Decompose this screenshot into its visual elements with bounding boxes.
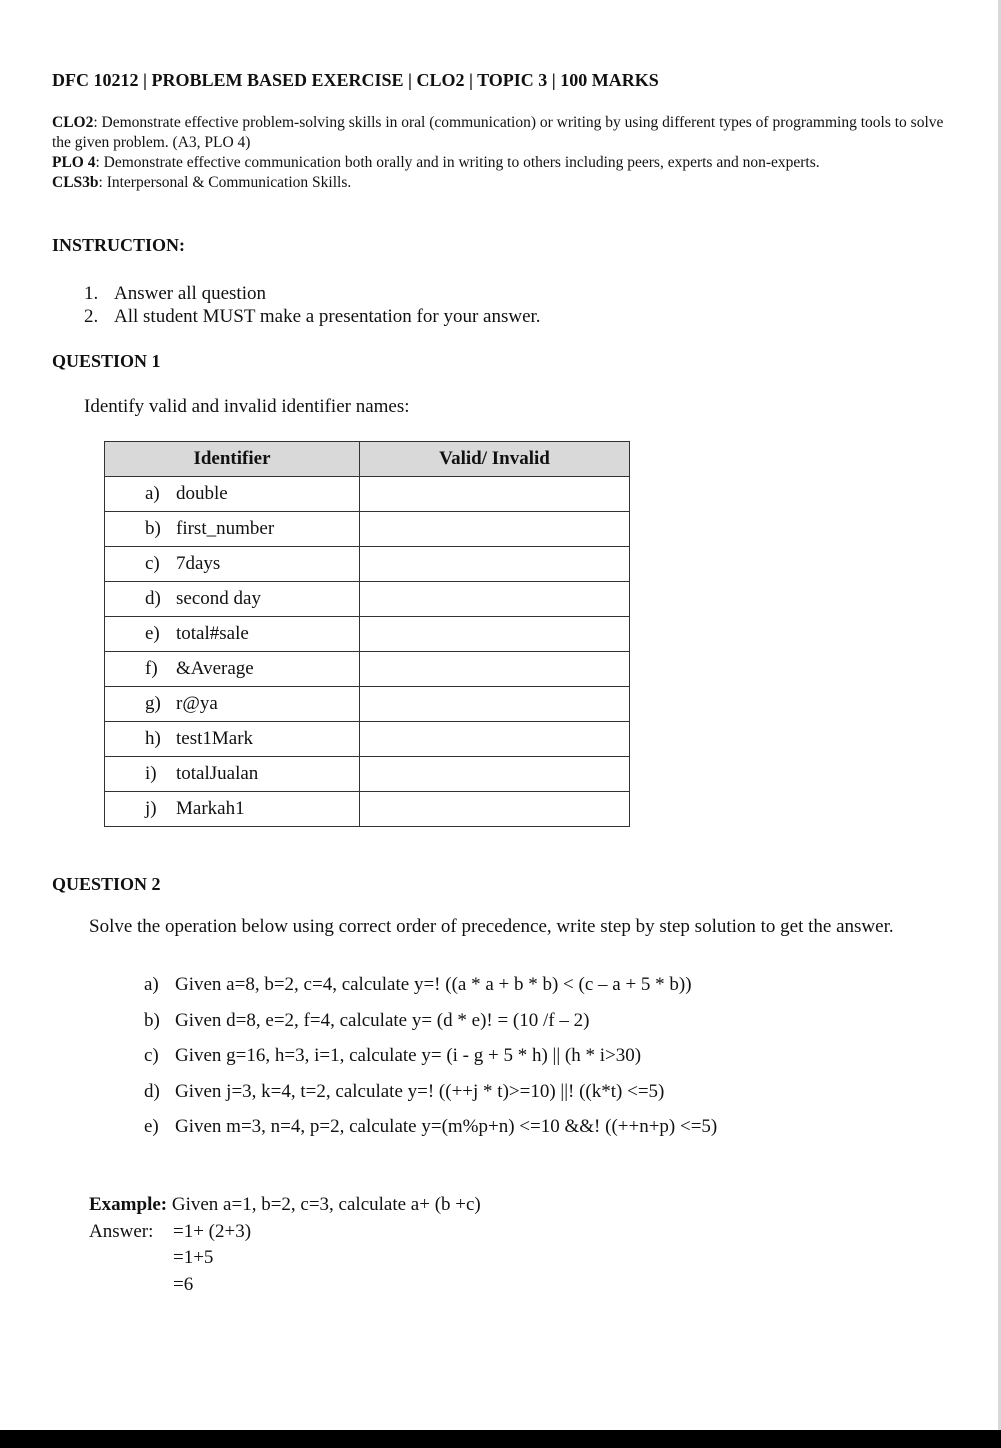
question2-list: [144, 967, 717, 1145]
plo4-line: PLO 4: Demonstrate effective communication both orally and in writing to others including peers, experts and non-experts.: [52, 154, 820, 171]
answer-step: =6: [173, 1273, 194, 1295]
question2-prompt: Solve the operation below using correct order of precedence, write step by step solution to get the answer.: [89, 916, 894, 937]
answer-cell: [360, 652, 630, 687]
question2-item: e) Given m=3, n=4, p=2, calculate y=(m%p+n) <=10 &&! ((++n+p) <=5): [144, 1116, 718, 1137]
answer-cell: [360, 792, 630, 827]
learning-outcomes: [52, 113, 952, 193]
bottom-bar: [0, 1430, 1001, 1448]
instruction-item: 2. All student MUST make a presentation for your answer.: [84, 306, 541, 327]
table-row: [105, 652, 630, 687]
answer-cell: [360, 512, 630, 547]
clo2-line: CLO2: Demonstrate effective problem-solving skills in oral (communication) or writing by using different types of programming tools to solve the given problem. (A3, PLO 4): [52, 114, 944, 151]
answer-cell: [360, 687, 630, 722]
table-row: [105, 757, 630, 792]
table-row: [105, 582, 630, 617]
answer-cell: [360, 757, 630, 792]
identifier-cell: c) 7days: [105, 547, 360, 582]
question1-heading: QUESTION 1: [52, 351, 161, 371]
answer-cell: [360, 722, 630, 757]
identifier-cell: h) test1Mark: [105, 722, 360, 757]
table-header-row: [105, 442, 630, 477]
instruction-heading: INSTRUCTION:: [52, 235, 186, 255]
table-row: [105, 792, 630, 827]
cls3b-line: CLS3b: Interpersonal & Communication Skills.: [52, 174, 352, 191]
question2-item: c) Given g=16, h=3, i=1, calculate y= (i - g + 5 * h) || (h * i>30): [144, 1045, 642, 1066]
table-row: [105, 512, 630, 547]
answer-line: Answer: =1+ (2+3): [89, 1220, 252, 1242]
table-row: [105, 617, 630, 652]
example-block: [89, 1192, 481, 1298]
identifier-cell: g) r@ya: [105, 687, 360, 722]
table-row: [105, 547, 630, 582]
answer-cell: [360, 547, 630, 582]
table-row: [105, 477, 630, 512]
identifier-cell: i) totalJualan: [105, 757, 360, 792]
question2-item: a) Given a=8, b=2, c=4, calculate y=! ((a * a + b * b) < (c – a + 5 * b)): [144, 974, 692, 995]
identifier-cell: a) double: [105, 477, 360, 512]
instruction-list: [84, 282, 541, 328]
identifier-cell: j) Markah1: [105, 792, 360, 827]
identifier-cell: e) total#sale: [105, 617, 360, 652]
question1-prompt: Identify valid and invalid identifier names:: [84, 396, 410, 417]
identifier-cell: f) &Average: [105, 652, 360, 687]
example-line: Example: Given a=1, b=2, c=3, calculate a+ (b +c): [89, 1194, 481, 1215]
identifier-table: [104, 441, 630, 827]
table-row: [105, 687, 630, 722]
question2-heading: QUESTION 2: [52, 874, 161, 894]
column-header-valid-invalid: Valid/ Invalid: [360, 442, 630, 477]
identifier-cell: d) second day: [105, 582, 360, 617]
answer-cell: [360, 582, 630, 617]
question2-item: b) Given d=8, e=2, f=4, calculate y= (d * e)! = (10 /f – 2): [144, 1009, 590, 1031]
document-title: DFC 10212 | PROBLEM BASED EXERCISE | CLO2 | TOPIC 3 | 100 MARKS: [52, 70, 659, 90]
answer-step: =1+5: [173, 1247, 214, 1268]
answer-cell: [360, 617, 630, 652]
answer-cell: [360, 477, 630, 512]
column-header-identifier: Identifier: [105, 442, 360, 477]
identifier-cell: b) first_number: [105, 512, 360, 547]
question2-item: d) Given j=3, k=4, t=2, calculate y=! ((++j * t)>=10) ||! ((k*t) <=5): [144, 1080, 665, 1102]
table-row: [105, 722, 630, 757]
instruction-item: 1. Answer all question: [84, 283, 266, 304]
